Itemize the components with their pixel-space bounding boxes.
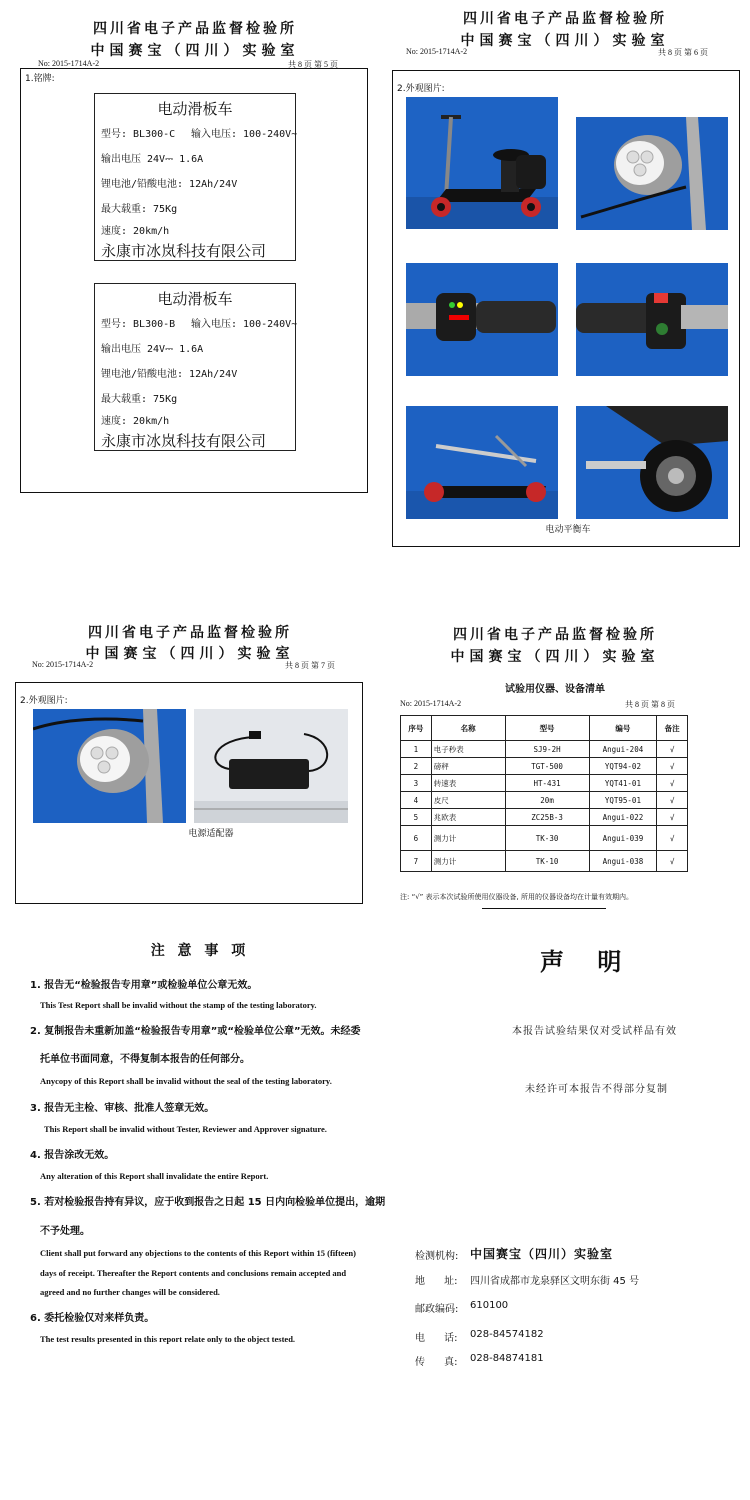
table-header: 型号 xyxy=(505,716,589,741)
table-cell: TK-10 xyxy=(505,851,589,872)
table-row xyxy=(401,809,688,826)
zip-value: 610100 xyxy=(470,1300,509,1311)
nameplate-company: 永康市冰岚科技有限公司 xyxy=(101,242,267,260)
page7-lab: 中国赛宝（四川）实验室 xyxy=(85,646,295,662)
page8-divider xyxy=(482,908,606,909)
table-cell: 转速表 xyxy=(431,775,505,792)
page8-page-info: 共 8 页 第 8 页 xyxy=(625,700,675,709)
nameplate-company: 永康市冰岚科技有限公司 xyxy=(101,432,267,450)
table-row xyxy=(401,758,688,775)
zip-label: 邮政编码: xyxy=(415,1304,459,1315)
notice-item-1-en: This Test Report shall be invalid without the stamp of the testing laboratory. xyxy=(40,1000,317,1010)
notice-item-2-en: Anycopy of this Report shall be invalid without the seal of the testing laboratory. xyxy=(40,1076,332,1086)
throttle-photo xyxy=(406,263,558,376)
page8-note: 注: “√” 表示本次试验所使用仪器设备, 所用的仪器设备均在计量有效期内。 xyxy=(400,893,633,901)
table-cell: TK-30 xyxy=(505,826,589,851)
table-cell: 6 xyxy=(401,826,432,851)
table-cell: 2 xyxy=(401,758,432,775)
table-cell: √ xyxy=(657,792,688,809)
nameplate-input: 输入电压: 100-240V~ xyxy=(191,129,298,140)
table-row xyxy=(401,775,688,792)
table-cell: 3 xyxy=(401,775,432,792)
page7-frame xyxy=(15,682,363,904)
page7-report-no: No: 2015-1714A-2 xyxy=(32,660,94,669)
table-cell: √ xyxy=(657,741,688,758)
table-cell: TGT-500 xyxy=(505,758,589,775)
table-header: 序号 xyxy=(401,716,432,741)
table-cell: Angui-204 xyxy=(589,741,657,758)
table-cell: √ xyxy=(657,809,688,826)
org-label: 检测机构: xyxy=(415,1251,459,1262)
table-header: 编号 xyxy=(589,716,657,741)
scooter-photo xyxy=(406,97,558,229)
nameplate-battery: 锂电池/铅酸电池: 12Ah/24V xyxy=(101,369,238,380)
table-cell: 兆欧表 xyxy=(431,809,505,826)
notice-item-2: 2. 复制报告未重新加盖“检验报告专用章”或“检验单位公章”无效。未经委 xyxy=(30,1026,361,1037)
nameplate-model: 型号: BL300-B xyxy=(101,319,176,330)
notice-item-3: 3. 报告无主检、审核、批准人签章无效。 xyxy=(30,1103,215,1114)
fax-value: 028-84874181 xyxy=(470,1353,544,1364)
table-header: 备注 xyxy=(657,716,688,741)
table-cell: ZC25B-3 xyxy=(505,809,589,826)
notice-item-6-en: The test results presented in this report relate only to the object tested. xyxy=(40,1334,296,1344)
page7-page-info: 共 8 页 第 7 页 xyxy=(285,661,335,670)
page8-lab: 中国赛宝（四川）实验室 xyxy=(450,649,660,665)
page5-lab: 中国赛宝（四川）实验室 xyxy=(90,43,300,59)
headlight-photo xyxy=(576,117,728,230)
equipment-table xyxy=(400,715,688,872)
address-value: 四川省成都市龙泉驿区文明东街 45 号 xyxy=(470,1276,640,1287)
page8-institute: 四川省电子产品监督检验所 xyxy=(453,627,657,643)
headlight-closeup-photo xyxy=(33,709,186,823)
nameplate-speed: 速度: 20km/h xyxy=(101,226,170,237)
page7-caption: 电源适配器 xyxy=(188,829,234,839)
declaration-line-1: 本报告试验结果仅对受试样品有效 xyxy=(512,1026,677,1037)
nameplate-input: 输入电压: 100-240V~ xyxy=(191,319,298,330)
page8-report-no: No: 2015-1714A-2 xyxy=(400,699,462,708)
nameplate-speed: 速度: 20km/h xyxy=(101,416,170,427)
power-adapter-photo xyxy=(194,709,348,823)
page7-section-label: 2.外观图片: xyxy=(20,696,68,706)
table-cell: √ xyxy=(657,851,688,872)
table-header-row xyxy=(401,716,688,741)
page5-page-info: 共 8 页 第 5 页 xyxy=(288,60,338,69)
table-row xyxy=(401,792,688,809)
page6-page-info: 共 8 页 第 6 页 xyxy=(658,48,708,57)
headlight-closeup-image xyxy=(33,709,186,823)
table-cell: 5 xyxy=(401,809,432,826)
notice-item-4: 4. 报告涂改无效。 xyxy=(30,1150,115,1161)
page7-institute: 四川省电子产品监督检验所 xyxy=(88,625,292,641)
table-cell: 磅秤 xyxy=(431,758,505,775)
page5-report-no: No: 2015-1714A-2 xyxy=(38,59,100,68)
table-cell: 皮尺 xyxy=(431,792,505,809)
folded-scooter-image xyxy=(406,406,558,519)
notice-item-5-en-2: days of receipt. Thereafter the Report contents and conclusions remain accepted and xyxy=(40,1268,347,1278)
headlight-image xyxy=(576,117,728,230)
switch-photo xyxy=(576,263,728,376)
declaration-line-2: 未经许可本报告不得部分复制 xyxy=(525,1084,668,1095)
table-cell: 1 xyxy=(401,741,432,758)
notice-title: 注 意 事 项 xyxy=(150,943,250,959)
table-row xyxy=(401,826,688,851)
table-cell: 20m xyxy=(505,792,589,809)
power-adapter-image xyxy=(194,709,348,823)
nameplate-bl300c xyxy=(94,93,296,261)
table-row xyxy=(401,851,688,872)
nameplate-load: 最大载重: 75Kg xyxy=(101,204,178,215)
notice-item-5-en-1: Client shall put forward any objections to the contents of this Report within 15 (fifteen) xyxy=(40,1248,356,1258)
nameplate-output: 输出电压 24V⎓ 1.6A xyxy=(101,154,204,165)
table-cell: 测力计 xyxy=(431,826,505,851)
page5-institute: 四川省电子产品监督检验所 xyxy=(93,21,297,37)
page8-title: 试验用仪器、设备清单 xyxy=(505,684,605,695)
table-cell: HT-431 xyxy=(505,775,589,792)
table-cell: 7 xyxy=(401,851,432,872)
table-cell: Angui-022 xyxy=(589,809,657,826)
table-cell: SJ9-2H xyxy=(505,741,589,758)
page6-caption: 电动平衡车 xyxy=(545,525,591,535)
page5-frame xyxy=(20,68,368,493)
table-cell: √ xyxy=(657,758,688,775)
notice-item-5: 5. 若对检验报告持有异议，应于收到报告之日起 15 日内向检验单位提出，逾期 xyxy=(30,1197,386,1208)
table-cell: YQT94-02 xyxy=(589,758,657,775)
table-cell: 测力计 xyxy=(431,851,505,872)
page5-section-label: 1.铭牌: xyxy=(25,74,55,84)
page6-section-label: 2.外观图片: xyxy=(397,84,445,94)
tel-value: 028-84574182 xyxy=(470,1329,544,1340)
table-cell: Angui-039 xyxy=(589,826,657,851)
throttle-image xyxy=(406,263,558,376)
page6-institute: 四川省电子产品监督检验所 xyxy=(463,11,667,27)
org-value: 中国赛宝（四川）实验室 xyxy=(470,1247,614,1261)
notice-item-4-en: Any alteration of this Report shall invalidate the entire Report. xyxy=(40,1171,269,1181)
notice-item-5-en-3: agreed and no further changes will be considered. xyxy=(40,1287,220,1297)
nameplate-battery: 锂电池/铅酸电池: 12Ah/24V xyxy=(101,179,238,190)
nameplate-bl300b xyxy=(94,283,296,451)
notice-item-3-en: This Report shall be invalid without Tester, Reviewer and Approver signature. xyxy=(44,1124,327,1134)
address-label: 地 址: xyxy=(415,1276,458,1287)
page6-report-no: No: 2015-1714A-2 xyxy=(406,47,468,56)
table-row xyxy=(401,741,688,758)
table-cell: √ xyxy=(657,826,688,851)
rear-wheel-photo xyxy=(576,406,728,519)
notice-item-2-cont: 托单位书面同意，不得复制本报告的任何部分。 xyxy=(40,1054,250,1065)
tel-label: 电 话: xyxy=(415,1333,458,1344)
declaration-title: 声 明 xyxy=(540,947,622,976)
scooter-image xyxy=(406,97,558,229)
nameplate-title: 电动滑板车 xyxy=(157,290,233,308)
table-cell: YQT95-01 xyxy=(589,792,657,809)
nameplate-output: 输出电压 24V⎓ 1.6A xyxy=(101,344,204,355)
table-header: 名称 xyxy=(431,716,505,741)
table-cell: 电子秒表 xyxy=(431,741,505,758)
fax-label: 传 真: xyxy=(415,1357,458,1368)
table-cell: YQT41-01 xyxy=(589,775,657,792)
page6-lab: 中国赛宝（四川）实验室 xyxy=(460,33,670,49)
nameplate-title: 电动滑板车 xyxy=(157,100,233,118)
page6-frame xyxy=(392,70,740,547)
nameplate-load: 最大载重: 75Kg xyxy=(101,394,178,405)
table-cell: 4 xyxy=(401,792,432,809)
nameplate-model: 型号: BL300-C xyxy=(101,129,176,140)
folded-scooter-photo xyxy=(406,406,558,519)
rear-wheel-image xyxy=(576,406,728,519)
table-cell: Angui-038 xyxy=(589,851,657,872)
notice-item-5-cont: 不予处理。 xyxy=(40,1226,90,1237)
notice-item-6: 6. 委托检验仅对来样负责。 xyxy=(30,1313,155,1324)
notice-item-1: 1. 报告无“检验报告专用章”或检验单位公章无效。 xyxy=(30,980,258,991)
switch-image xyxy=(576,263,728,376)
table-cell: √ xyxy=(657,775,688,792)
